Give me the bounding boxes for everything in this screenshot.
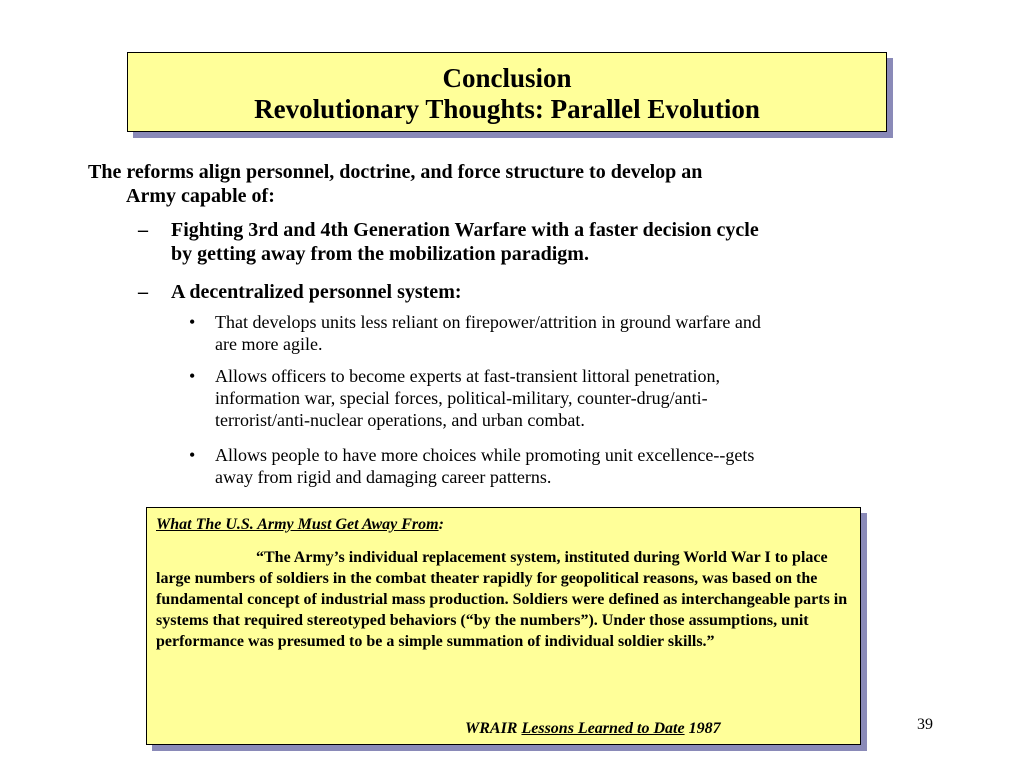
dash-marker: –: [138, 281, 148, 303]
quote-box: [146, 507, 861, 745]
bullet-line-2: away from rigid and damaging career patterns.: [215, 467, 552, 487]
slide-number: 39: [917, 716, 933, 733]
dash-marker: –: [138, 219, 148, 241]
quote-heading: [156, 514, 850, 535]
intro-line-1: The reforms align personnel, doctrine, and force structure to develop an: [88, 161, 703, 183]
bullet-line-1: Allows officers to become experts at fast-transient littoral penetration,: [215, 366, 721, 386]
bullet-item-agile-units: [189, 311, 909, 355]
quote-source-org: WRAIR: [465, 720, 522, 737]
quote-heading-colon: :: [438, 516, 444, 533]
quote-source: [465, 718, 721, 739]
slide-title: Conclusion: [442, 63, 572, 93]
bullet-line-1: Allows people to have more choices while promoting unit excellence--gets: [215, 445, 755, 465]
bullet-marker: •: [189, 366, 196, 386]
quote-heading-text: What The U.S. Army Must Get Away From: [156, 516, 439, 533]
quote-text: “The Army’s individual replacement system, instituted during World War I to place large numbers of soldiers in the combat theater rapidly for geopolitical reasons, was based on the fundamental concept of industrial mass production. Soldiers were defined as interchangeable parts in systems that required stereotyped behaviors (“by the numbers”). Under those assumptions, unit performance was presumed to be a simple summation of individual soldier skills.”: [156, 549, 848, 650]
slide-subtitle: Revolutionary Thoughts: Parallel Evolution: [254, 94, 760, 124]
bullet-item-career-choices: [189, 444, 909, 488]
bullet-line-1: That develops units less reliant on firepower/attrition in ground warfare and: [215, 312, 761, 332]
dash-item-decision-cycle: [138, 218, 938, 266]
title-box: [127, 52, 887, 132]
dash-item-line-2: by getting away from the mobilization paradigm.: [171, 243, 589, 265]
dash-item-personnel-system: [138, 280, 938, 304]
intro-line-2: Army capable of:: [126, 185, 275, 207]
dash-item-line-1: Fighting 3rd and 4th Generation Warfare with a faster decision cycle: [171, 219, 759, 241]
quote-source-year: 1987: [684, 720, 721, 737]
bullet-line-2: information war, special forces, political-military, counter-drug/anti-: [215, 388, 708, 408]
bullet-item-officer-expertise: [189, 365, 909, 431]
intro-paragraph: [88, 160, 908, 208]
bullet-line-3: terrorist/anti-nuclear operations, and urban combat.: [215, 410, 585, 430]
bullet-marker: •: [189, 445, 196, 465]
dash-item-line-1: A decentralized personnel system:: [171, 281, 462, 303]
quote-source-title: Lessons Learned to Date: [521, 720, 685, 737]
bullet-marker: •: [189, 312, 196, 332]
bullet-line-2: are more agile.: [215, 334, 323, 354]
